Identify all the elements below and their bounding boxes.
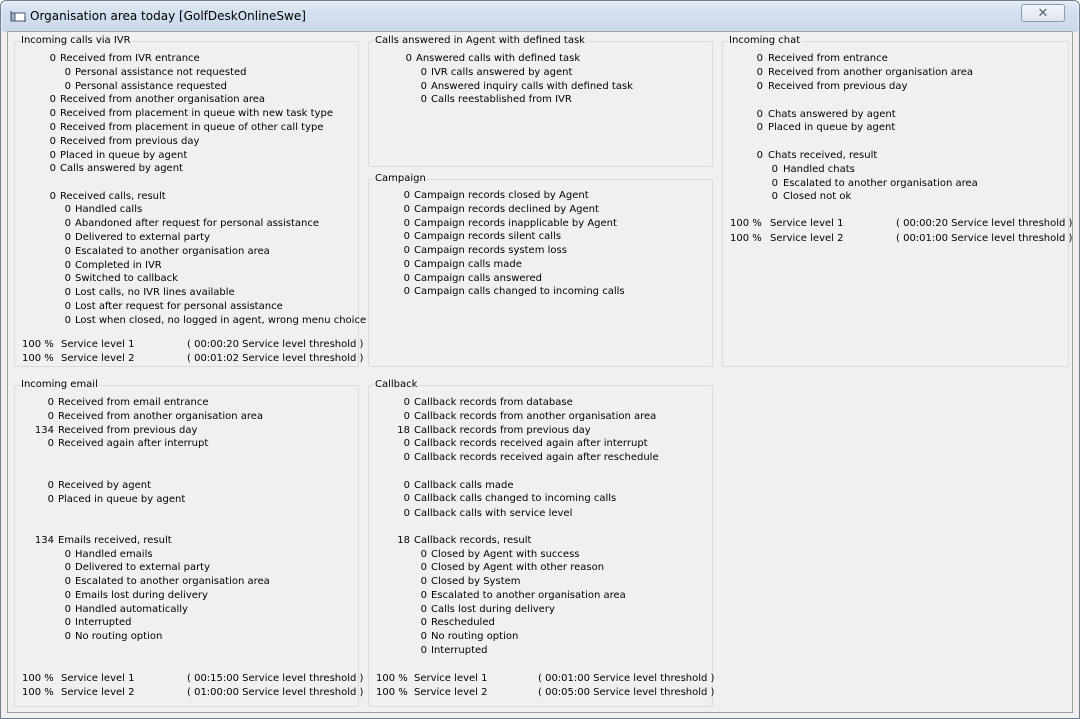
stat-row	[720, 149, 1069, 163]
stat-label: Escalated to another organisation area	[783, 178, 978, 189]
stat-label: Received from previous day	[58, 425, 198, 436]
stat-row	[366, 230, 713, 244]
stat-label: Received from previous day	[60, 136, 200, 147]
stat-label: Interrupted	[431, 645, 488, 656]
stat-value: 0	[49, 191, 56, 202]
stat-value: 0	[49, 163, 56, 174]
stat-row	[12, 589, 359, 603]
stat-row	[12, 424, 359, 438]
window-title: Organisation area today [GolfDeskOnlineSwe]	[30, 9, 306, 23]
stat-value: 0	[64, 549, 71, 560]
stat-value: 0	[64, 590, 71, 601]
stat-value: 0	[756, 122, 763, 133]
service-level-row	[366, 672, 713, 686]
stat-row	[12, 603, 359, 617]
stat-row	[366, 396, 713, 410]
stat-row	[12, 149, 359, 163]
stat-value: 0	[403, 397, 410, 408]
service-level-label: Service level 1	[61, 673, 135, 684]
stat-label: Received from another organisation area	[768, 67, 974, 78]
stat-value: 0	[403, 259, 410, 270]
service-level-percent: 100 %	[376, 673, 408, 684]
window-icon	[10, 10, 26, 23]
service-level-percent: 100 %	[730, 218, 762, 229]
service-level-row	[366, 686, 713, 700]
stat-row	[366, 272, 713, 286]
service-level-threshold: ( 00:00:20 Service level threshold )	[896, 218, 1073, 229]
stat-label: Placed in queue by agent	[60, 150, 188, 161]
service-level-row	[12, 686, 364, 700]
stat-label: Escalated to another organisation area	[75, 246, 270, 257]
stat-row	[366, 616, 713, 630]
stat-label: Placed in queue by agent	[58, 494, 186, 505]
stat-value: 0	[64, 246, 71, 257]
stat-row	[366, 534, 713, 548]
stat-value: 0	[420, 576, 427, 587]
stat-row	[12, 80, 359, 94]
stat-value: 0	[49, 53, 56, 64]
stat-value: 0	[403, 452, 410, 463]
stat-label: Campaign calls changed to incoming calls	[414, 286, 625, 297]
stat-label: Lost calls, no IVR lines available	[75, 287, 235, 298]
panel-title: Callback	[375, 379, 418, 390]
client-area	[7, 31, 1073, 713]
stat-value: 0	[771, 178, 778, 189]
stat-label: Calls answered by agent	[60, 163, 183, 174]
stat-label: Received from IVR entrance	[60, 53, 200, 64]
stat-label: Callback calls with service level	[414, 508, 573, 519]
stat-label: Received from email entrance	[58, 397, 209, 408]
stat-label: Campaign calls answered	[414, 273, 542, 284]
stat-label: Callback records received again after interrupt	[414, 438, 648, 449]
stat-label: Answered inquiry calls with defined task	[431, 81, 633, 92]
stat-label: Emails lost during delivery	[75, 590, 208, 601]
stat-label: Callback calls made	[414, 480, 514, 491]
stat-label: IVR calls answered by agent	[431, 67, 573, 78]
stat-value: 0	[64, 576, 71, 587]
stat-row	[366, 285, 713, 299]
stat-row	[12, 52, 359, 66]
service-level-label: Service level 2	[61, 353, 135, 364]
panel-incoming-calls-ivr	[12, 33, 367, 367]
stat-row	[366, 507, 713, 521]
stat-label: Delivered to external party	[75, 232, 211, 243]
stat-row	[366, 424, 713, 438]
stat-label: Chats answered by agent	[768, 109, 896, 120]
stat-value: 0	[403, 245, 410, 256]
close-button[interactable]	[1021, 4, 1065, 22]
stat-row	[12, 561, 359, 575]
stat-value: 0	[403, 218, 410, 229]
stat-value: 0	[756, 81, 763, 92]
panel-campaign	[366, 171, 713, 367]
stat-row	[12, 245, 359, 259]
stat-row	[366, 217, 713, 231]
panel-defined-task	[366, 33, 713, 167]
stat-label: Lost when closed, no logged in agent, wrong menu choice	[75, 315, 367, 326]
service-level-threshold: ( 00:01:00 Service level threshold )	[538, 673, 715, 684]
stat-label: Callback records, result	[414, 535, 532, 546]
stat-value: 0	[403, 273, 410, 284]
stat-value: 0	[420, 549, 427, 560]
service-level-percent: 100 %	[730, 233, 762, 244]
stat-label: Callback calls changed to incoming calls	[414, 493, 617, 504]
service-level-label: Service level 2	[61, 687, 135, 698]
service-level-threshold: ( 00:01:00 Service level threshold )	[896, 233, 1073, 244]
stat-label: Callback records from previous day	[414, 425, 591, 436]
stat-value: 0	[64, 617, 71, 628]
stat-row	[720, 80, 1069, 94]
stat-label: Received from previous day	[768, 81, 908, 92]
stat-label: Placed in queue by agent	[768, 122, 896, 133]
service-level-threshold: ( 01:00:00 Service level threshold )	[187, 687, 364, 698]
stat-value: 0	[64, 67, 71, 78]
stat-row	[366, 80, 713, 94]
stat-row	[366, 589, 713, 603]
service-level-threshold: ( 00:01:02 Service level threshold )	[187, 353, 364, 364]
stat-row	[12, 616, 359, 630]
stat-row	[366, 575, 713, 589]
stat-row	[720, 177, 1069, 191]
stat-row	[12, 410, 359, 424]
stat-label: Callback records from database	[414, 397, 573, 408]
stat-label: No routing option	[75, 631, 163, 642]
stat-row	[12, 437, 359, 451]
panel-title: Incoming chat	[729, 35, 801, 46]
stat-row	[12, 203, 359, 217]
stat-row	[366, 244, 713, 258]
stat-label: Closed by System	[431, 576, 521, 587]
stat-value: 0	[49, 150, 56, 161]
close-icon: ✕	[1037, 5, 1049, 21]
stat-value: 0	[47, 397, 54, 408]
stat-label: Personal assistance not requested	[75, 67, 247, 78]
title-bar[interactable]	[2, 2, 1078, 32]
stat-row	[12, 121, 359, 135]
stat-value: 0	[420, 645, 427, 656]
stat-label: Calls reestablished from IVR	[431, 94, 572, 105]
stat-row	[366, 644, 713, 658]
service-level-label: Service level 1	[61, 339, 135, 350]
service-level-label: Service level 1	[770, 218, 844, 229]
service-level-percent: 100 %	[22, 687, 54, 698]
service-level-percent: 100 %	[22, 673, 54, 684]
stat-label: Emails received, result	[58, 535, 172, 546]
stat-label: Campaign records declined by Agent	[414, 204, 599, 215]
stat-label: Handled automatically	[75, 604, 188, 615]
stat-row	[12, 630, 359, 644]
stat-label: Campaign calls made	[414, 259, 522, 270]
stat-label: Received again after interrupt	[58, 438, 209, 449]
stat-label: Handled chats	[783, 164, 855, 175]
stat-value: 0	[403, 493, 410, 504]
service-level-percent: 100 %	[376, 687, 408, 698]
stat-label: Answered calls with defined task	[416, 53, 581, 64]
stat-value: 0	[420, 590, 427, 601]
stat-row	[12, 66, 359, 80]
stat-label: Completed in IVR	[75, 260, 162, 271]
stat-value: 0	[420, 631, 427, 642]
stat-row	[366, 603, 713, 617]
stat-label: Switched to callback	[75, 273, 178, 284]
panel-title: Incoming calls via IVR	[21, 35, 131, 46]
stat-label: No routing option	[431, 631, 519, 642]
stat-label: Campaign records inapplicable by Agent	[414, 218, 617, 229]
stat-value: 0	[49, 94, 56, 105]
stat-row	[366, 451, 713, 465]
service-level-row	[12, 338, 364, 352]
stat-row	[12, 217, 359, 231]
stat-value: 0	[49, 136, 56, 147]
stat-row	[366, 492, 713, 506]
stat-label: Received calls, result	[60, 191, 166, 202]
service-level-label: Service level 2	[770, 233, 844, 244]
stat-value: 0	[403, 286, 410, 297]
stat-row	[12, 575, 359, 589]
stat-row	[366, 189, 713, 203]
stat-row	[366, 66, 713, 80]
stat-row	[366, 479, 713, 493]
stat-row	[12, 314, 367, 328]
stat-label: Received from placement in queue of other call type	[60, 122, 324, 133]
service-level-row	[12, 672, 364, 686]
stat-row	[720, 66, 1069, 80]
stat-value: 0	[403, 190, 410, 201]
service-level-percent: 100 %	[22, 339, 54, 350]
service-level-label: Service level 1	[414, 673, 488, 684]
stat-label: Calls lost during delivery	[431, 604, 555, 615]
stat-label: Rescheduled	[431, 617, 495, 628]
stat-value: 0	[64, 232, 71, 243]
stat-value: 0	[49, 108, 56, 119]
stat-value: 0	[64, 81, 71, 92]
stat-value: 0	[403, 411, 410, 422]
stat-label: Handled emails	[75, 549, 153, 560]
stat-value: 0	[64, 260, 71, 271]
stat-value: 0	[47, 438, 54, 449]
stat-value: 0	[420, 604, 427, 615]
stat-row	[366, 93, 713, 107]
service-level-label: Service level 2	[414, 687, 488, 698]
stat-row	[12, 534, 359, 548]
stat-row	[12, 493, 359, 507]
service-level-threshold: ( 00:15:00 Service level threshold )	[187, 673, 364, 684]
stat-value: 0	[420, 562, 427, 573]
stat-value: 0	[420, 67, 427, 78]
stat-row	[720, 52, 1069, 66]
stat-row	[12, 162, 359, 176]
stat-value: 0	[64, 301, 71, 312]
stat-row	[366, 258, 713, 272]
stat-value: 0	[64, 315, 71, 326]
stat-label: Callback records from another organisation area	[414, 411, 657, 422]
stat-value: 0	[64, 562, 71, 573]
stat-row	[366, 561, 713, 575]
stat-label: Received from placement in queue with new task type	[60, 108, 333, 119]
stat-value: 0	[403, 231, 410, 242]
stat-row	[720, 121, 1069, 135]
stat-row	[720, 190, 1069, 204]
stat-label: Interrupted	[75, 617, 132, 628]
stat-row	[12, 548, 359, 562]
stat-value: 0	[756, 150, 763, 161]
stat-row	[12, 259, 359, 273]
stat-value: 18	[397, 535, 410, 546]
service-level-threshold: ( 00:05:00 Service level threshold )	[538, 687, 715, 698]
stat-row	[12, 231, 359, 245]
stat-row	[366, 630, 713, 644]
stat-value: 0	[64, 631, 71, 642]
stat-value: 134	[34, 535, 54, 546]
stat-label: Campaign records system loss	[414, 245, 567, 256]
stat-row	[366, 52, 713, 66]
stat-value: 0	[49, 122, 56, 133]
stat-label: Escalated to another organisation area	[75, 576, 270, 587]
service-level-row	[12, 352, 364, 366]
stat-value: 0	[64, 604, 71, 615]
stat-row	[12, 107, 359, 121]
panel-incoming-chat	[720, 33, 1073, 367]
service-level-row	[720, 232, 1073, 246]
stat-value: 0	[420, 617, 427, 628]
panel-title: Incoming email	[21, 379, 98, 390]
panel-title: Campaign	[375, 173, 426, 184]
stat-label: Received from entrance	[768, 53, 888, 64]
service-level-threshold: ( 00:00:20 Service level threshold )	[187, 339, 364, 350]
stat-label: Escalated to another organisation area	[431, 590, 626, 601]
stat-row	[12, 479, 359, 493]
stat-row	[366, 437, 713, 451]
stat-label: Lost after request for personal assistance	[75, 301, 283, 312]
stat-row	[12, 272, 359, 286]
stat-value: 0	[403, 438, 410, 449]
stat-label: Campaign records closed by Agent	[414, 190, 589, 201]
stat-label: Closed not ok	[783, 191, 852, 202]
stat-row	[12, 93, 359, 107]
stat-value: 0	[756, 109, 763, 120]
stat-value: 0	[403, 204, 410, 215]
stat-label: Abandoned after request for personal assistance	[75, 218, 320, 229]
stat-value: 0	[64, 204, 71, 215]
stat-value: 0	[756, 53, 763, 64]
stat-label: Received from another organisation area	[60, 94, 266, 105]
stat-value: 0	[47, 480, 54, 491]
stat-value: 0	[403, 508, 410, 519]
stat-label: Closed by Agent with other reason	[431, 562, 605, 573]
panel-incoming-email	[12, 377, 364, 707]
stat-value: 0	[771, 164, 778, 175]
service-level-row	[720, 217, 1073, 231]
service-level-percent: 100 %	[22, 353, 54, 364]
stat-label: Callback records received again after reschedule	[414, 452, 659, 463]
stat-row	[366, 548, 713, 562]
stat-label: Received by agent	[58, 480, 152, 491]
stat-row	[12, 286, 359, 300]
stat-label: Campaign records silent calls	[414, 231, 562, 242]
stat-value: 0	[756, 67, 763, 78]
stat-label: Handled calls	[75, 204, 143, 215]
stat-value: 0	[47, 494, 54, 505]
stat-row	[720, 108, 1069, 122]
stat-value: 0	[771, 191, 778, 202]
stat-value: 0	[47, 411, 54, 422]
stat-label: Personal assistance requested	[75, 81, 227, 92]
stat-label: Closed by Agent with success	[431, 549, 580, 560]
stat-row	[366, 203, 713, 217]
stat-row	[12, 190, 359, 204]
stat-label: Received from another organisation area	[58, 411, 264, 422]
stat-value: 0	[64, 218, 71, 229]
stat-value: 0	[403, 480, 410, 491]
stat-row	[12, 135, 359, 149]
stat-label: Delivered to external party	[75, 562, 211, 573]
stat-label: Chats received, result	[768, 150, 878, 161]
stat-row	[366, 410, 713, 424]
panel-title: Calls answered in Agent with defined task	[375, 35, 585, 46]
stat-value: 18	[397, 425, 410, 436]
stat-value: 0	[64, 273, 71, 284]
stat-value: 0	[64, 287, 71, 298]
stat-value: 0	[405, 53, 412, 64]
stat-value: 0	[420, 81, 427, 92]
stat-row	[720, 163, 1069, 177]
stat-row	[12, 396, 359, 410]
stat-value: 134	[34, 425, 54, 436]
stat-value: 0	[420, 94, 427, 105]
panel-callback	[366, 377, 713, 707]
stat-row	[12, 300, 359, 314]
